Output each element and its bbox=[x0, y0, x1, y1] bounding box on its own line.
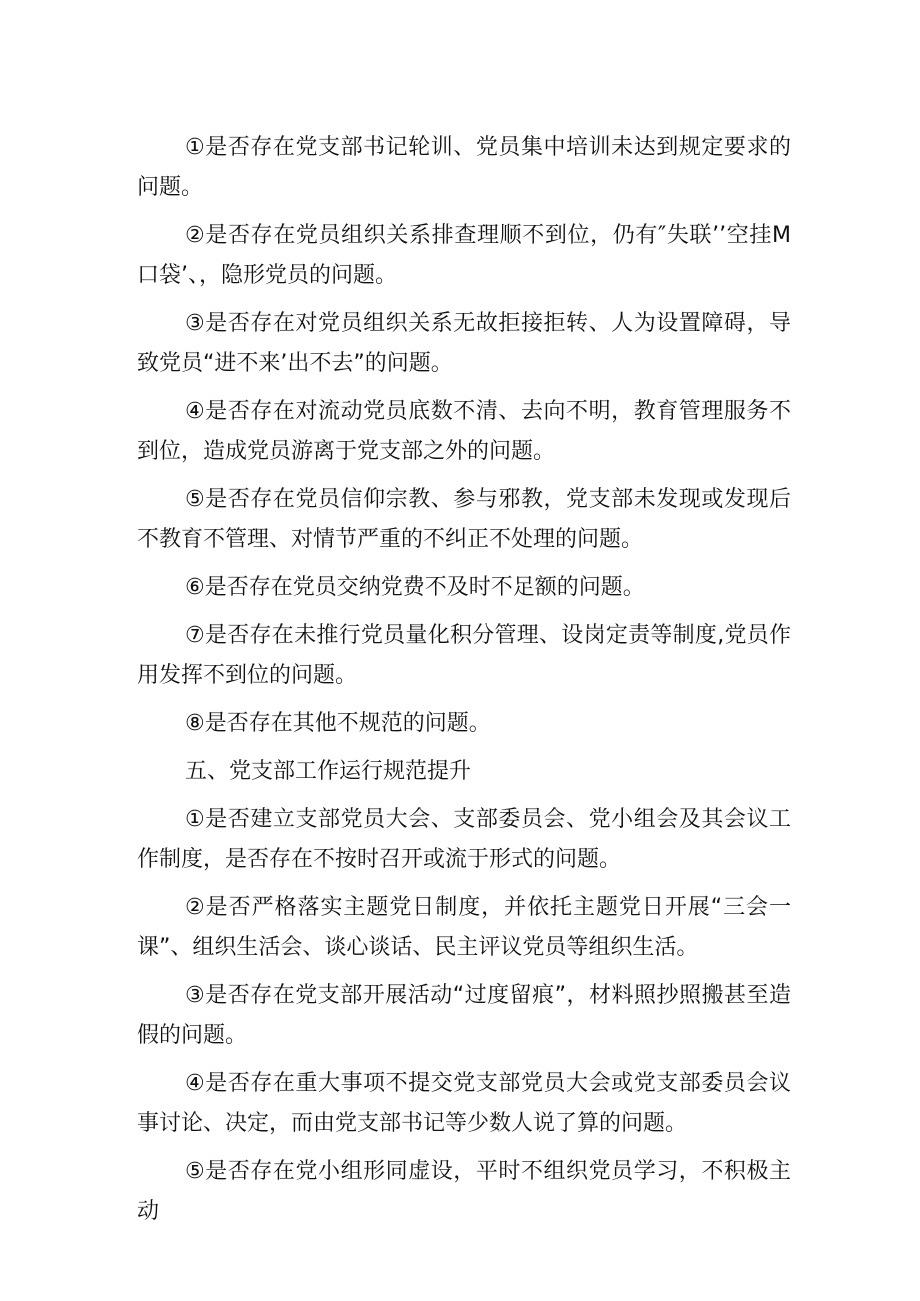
section-paragraph-2: ②是否严格落实主题党日制度，并依托主题党日开展“三会一课”、组织生活会、谈心谈话、民主评议党员等组织生活。 bbox=[137, 895, 791, 960]
paragraph-6: ⑥是否存在党员交纳党费不及时不足额的问题。 bbox=[185, 575, 645, 600]
document-body bbox=[137, 128, 791, 1240]
section-paragraph-3: ③是否存在党支部开展活动“过度留痕”，材料照抄照搬甚至造假的问题。 bbox=[137, 983, 791, 1048]
section-paragraph-5: ⑤是否存在党小组形同虚设，平时不组织党员学习，不积极主动 bbox=[137, 1159, 791, 1224]
paragraph-7: ⑦是否存在未推行党员量化积分管理、设岗定责等制度,党员作用发挥不到位的问题。 bbox=[137, 623, 791, 688]
section-paragraph-4: ④是否存在重大事项不提交党支部党员大会或党支部委员会议事讨论、决定，而由党支部书记等少数人说了算的问题。 bbox=[137, 1071, 791, 1136]
paragraph-5: ⑤是否存在党员信仰宗教、参与邪教，党支部未发现或发现后不教育不管理、对情节严重的不纠正不处理的问题。 bbox=[137, 487, 791, 552]
paragraph-8: ⑧是否存在其他不规范的问题。 bbox=[185, 711, 491, 736]
paragraph-2: ②是否存在党员组织关系排查理顺不到位，仍有″失联’’空挂M口袋’、，隐形党员的问题。 bbox=[137, 223, 791, 288]
paragraph-4: ④是否存在对流动党员底数不清、去向不明，教育管理服务不到位，造成党员游离于党支部之外的问题。 bbox=[137, 399, 791, 464]
paragraph-3: ③是否存在对党员组织关系无故拒接拒转、人为设置障碍，导致党员“进不来’出不去”的问题。 bbox=[137, 311, 791, 376]
section-paragraph-1: ①是否建立支部党员大会、支部委员会、党小组会及其会议工作制度，是否存在不按时召开或流于形式的问题。 bbox=[137, 807, 791, 872]
section-heading: 五、党支部工作运行规范提升 bbox=[185, 759, 472, 784]
paragraph-1: ①是否存在党支部书记轮训、党员集中培训未达到规定要求的问题。 bbox=[137, 135, 791, 200]
